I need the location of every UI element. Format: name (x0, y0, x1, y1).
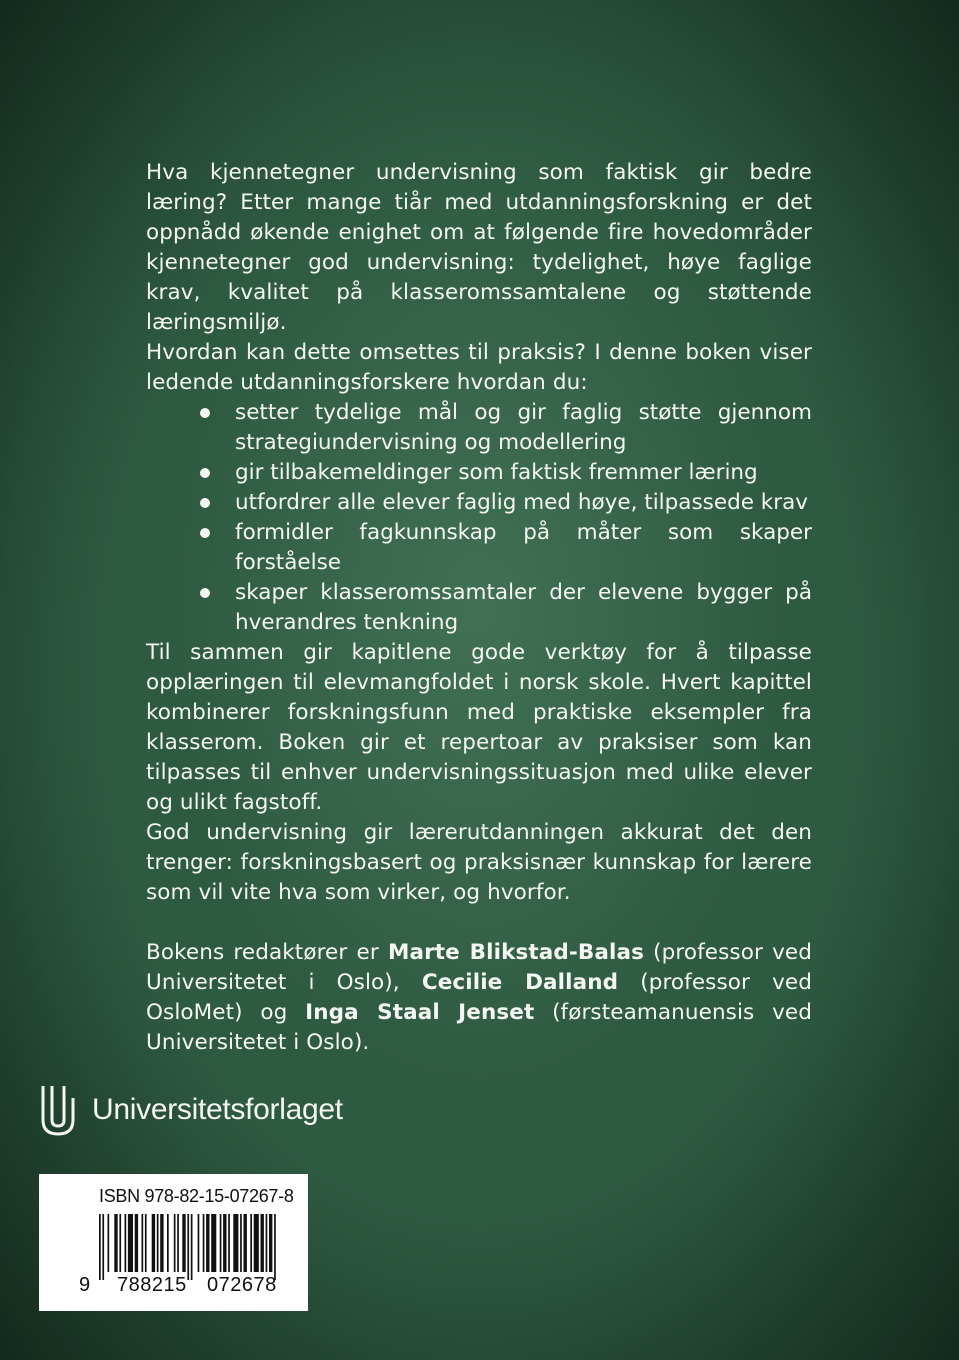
bullet-item: gir tilbakemeldinger som faktisk fremmer læring (146, 458, 812, 488)
teacher-education-paragraph: God undervisning gir lærerutdanningen akkurat det den trenger: forskningsbasert og praksisnær kunnskap for lærere som vil vite hva som virker, og hvorfor. (146, 820, 812, 905)
bullet-dot-icon (200, 528, 210, 538)
barcode-left-digits: 788215 (117, 1274, 187, 1296)
isbn-label: ISBN 978-82-15-07267-8 (99, 1186, 294, 1206)
practice-paragraph: Hvordan kan dette omsettes til praksis? I denne boken viser ledende utdanningsforskere hvordan du: (146, 340, 812, 395)
editor-name: Cecilie Dalland (421, 970, 619, 995)
publisher-logo (40, 1080, 343, 1140)
universitetsforlaget-logo-icon (40, 1084, 76, 1136)
editor-name: Marte Blikstad-Balas (387, 940, 644, 965)
bullet-dot-icon (200, 588, 210, 598)
summary-paragraph: Til sammen gir kapitlene gode verktøy for å tilpasse opplæringen til elevmangfoldet i norsk skole. Hvert kapittel kombinerer forskningsfunn med praktiske eksempler fra klasserom. Boken gir et repertoar av praksiser som kan tilpasses til enhver undervisningssituasjon med ulike elever og ulikt fagstoff. (146, 640, 812, 815)
bullet-item: skaper klasseromssamtaler der elevene bygger på hverandres tenkning (146, 578, 812, 638)
barcode-box (39, 1174, 308, 1311)
bullet-dot-icon (200, 408, 210, 418)
bullet-dot-icon (200, 498, 210, 508)
bullet-item: setter tydelige mål og gir faglig støtte gjennom strategiundervisning og modellering (146, 398, 812, 458)
barcode-right-digits: 072678 (207, 1274, 277, 1296)
intro-paragraph: Hva kjennetegner undervisning som faktisk gir bedre læring? Etter mange tiår med utdanningsforskning er det oppnådd økende enighet om at følgende fire hovedområder kjennetegner god undervisning: tydelighet, høye faglige krav, kvalitet på klasseromssamtalene og støttende læringsmiljø. (146, 160, 812, 335)
publisher-name: Universitetsforlaget (92, 1093, 343, 1126)
editors-paragraph: Bokens redaktører er Marte Blikstad-Balas (professor ved Universitetet i Oslo), Cecilie Dalland (professor ved OsloMet) og Inga Staal Jenset (førsteamanuensis ved Universitetet i Oslo). (146, 940, 812, 1055)
barcode-first-digit: 9 (79, 1274, 91, 1296)
bullet-item: formidler fagkunnskap på måter som skaper forståelse (146, 518, 812, 578)
practice-bullet-list (146, 398, 812, 638)
editor-name: Inga Staal Jenset (305, 1000, 535, 1025)
bullet-item: utfordrer alle elever faglig med høye, tilpassede krav (146, 488, 812, 518)
bullet-dot-icon (200, 468, 210, 478)
